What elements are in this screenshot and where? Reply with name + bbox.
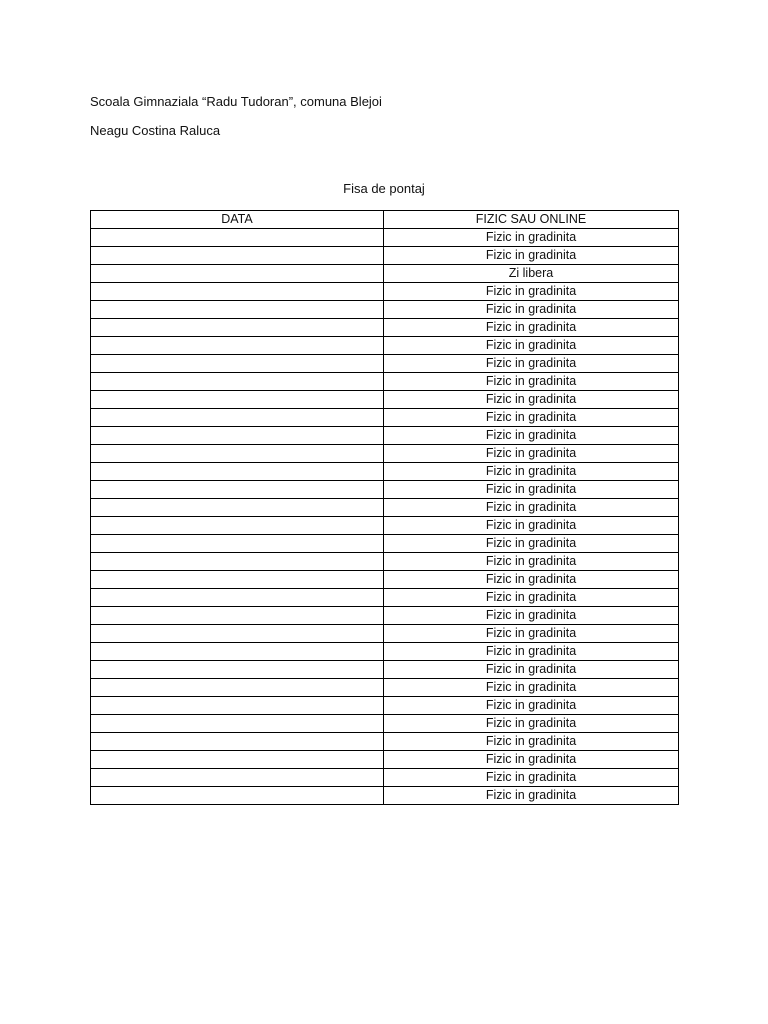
table-row [91, 373, 679, 391]
attendance-cell: Fizic in gradinita [384, 247, 679, 265]
attendance-cell: Fizic in gradinita [384, 355, 679, 373]
attendance-cell: Fizic in gradinita [384, 661, 679, 679]
table-row [91, 409, 679, 427]
table-row [91, 769, 679, 787]
attendance-cell: Fizic in gradinita [384, 607, 679, 625]
table-body [91, 229, 679, 805]
attendance-cell: Fizic in gradinita [384, 571, 679, 589]
table-row [91, 679, 679, 697]
table-row [91, 427, 679, 445]
date-cell [91, 607, 384, 625]
table-row [91, 589, 679, 607]
date-cell [91, 517, 384, 535]
date-cell [91, 643, 384, 661]
date-cell [91, 229, 384, 247]
date-cell [91, 283, 384, 301]
date-cell [91, 499, 384, 517]
table-row [91, 283, 679, 301]
date-cell [91, 355, 384, 373]
date-cell [91, 463, 384, 481]
attendance-cell: Fizic in gradinita [384, 463, 679, 481]
attendance-cell: Fizic in gradinita [384, 679, 679, 697]
teacher-name: Neagu Costina Raluca [90, 123, 221, 138]
date-cell [91, 661, 384, 679]
attendance-cell: Fizic in gradinita [384, 373, 679, 391]
table-row [91, 625, 679, 643]
table-row [91, 355, 679, 373]
attendance-cell: Fizic in gradinita [384, 499, 679, 517]
attendance-cell: Fizic in gradinita [384, 319, 679, 337]
attendance-cell: Fizic in gradinita [384, 445, 679, 463]
table-row [91, 661, 679, 679]
table-row [91, 787, 679, 805]
attendance-cell: Fizic in gradinita [384, 697, 679, 715]
table-row [91, 481, 679, 499]
date-cell [91, 319, 384, 337]
table-row [91, 697, 679, 715]
date-cell [91, 247, 384, 265]
date-cell [91, 589, 384, 607]
table-row [91, 535, 679, 553]
table-row [91, 751, 679, 769]
table-row [91, 319, 679, 337]
date-cell [91, 301, 384, 319]
table-row [91, 499, 679, 517]
date-cell [91, 679, 384, 697]
attendance-cell: Fizic in gradinita [384, 427, 679, 445]
table-row [91, 517, 679, 535]
date-cell [91, 373, 384, 391]
table-row [91, 337, 679, 355]
attendance-cell: Fizic in gradinita [384, 535, 679, 553]
date-cell [91, 715, 384, 733]
attendance-cell: Fizic in gradinita [384, 517, 679, 535]
table-row [91, 643, 679, 661]
attendance-cell: Fizic in gradinita [384, 589, 679, 607]
attendance-cell: Zi libera [384, 265, 679, 283]
attendance-cell: Fizic in gradinita [384, 391, 679, 409]
table-row [91, 445, 679, 463]
date-cell [91, 535, 384, 553]
table-row [91, 607, 679, 625]
attendance-cell: Fizic in gradinita [384, 283, 679, 301]
date-cell [91, 427, 384, 445]
attendance-cell: Fizic in gradinita [384, 553, 679, 571]
date-cell [91, 265, 384, 283]
table-row [91, 229, 679, 247]
date-cell [91, 553, 384, 571]
attendance-cell: Fizic in gradinita [384, 643, 679, 661]
date-cell [91, 409, 384, 427]
date-cell [91, 337, 384, 355]
table-row [91, 247, 679, 265]
attendance-cell: Fizic in gradinita [384, 409, 679, 427]
table-row [91, 571, 679, 589]
date-cell [91, 697, 384, 715]
attendance-cell: Fizic in gradinita [384, 625, 679, 643]
column-header-mode: FIZIC SAU ONLINE [384, 211, 679, 229]
date-cell [91, 481, 384, 499]
table-row [91, 301, 679, 319]
date-cell [91, 769, 384, 787]
date-cell [91, 571, 384, 589]
date-cell [91, 733, 384, 751]
table-row [91, 715, 679, 733]
attendance-cell: Fizic in gradinita [384, 733, 679, 751]
table-header-row [91, 211, 679, 229]
attendance-cell: Fizic in gradinita [384, 337, 679, 355]
table-row [91, 265, 679, 283]
document-title: Fisa de pontaj [343, 181, 425, 196]
table-row [91, 391, 679, 409]
table-row [91, 553, 679, 571]
attendance-cell: Fizic in gradinita [384, 301, 679, 319]
attendance-cell: Fizic in gradinita [384, 715, 679, 733]
date-cell [91, 445, 384, 463]
attendance-cell: Fizic in gradinita [384, 787, 679, 805]
attendance-cell: Fizic in gradinita [384, 751, 679, 769]
attendance-cell: Fizic in gradinita [384, 769, 679, 787]
school-name: Scoala Gimnaziala “Radu Tudoran”, comuna Blejoi [90, 94, 382, 109]
date-cell [91, 751, 384, 769]
table-row [91, 463, 679, 481]
attendance-cell: Fizic in gradinita [384, 229, 679, 247]
date-cell [91, 625, 384, 643]
table-row [91, 733, 679, 751]
column-header-data: DATA [91, 211, 384, 229]
attendance-cell: Fizic in gradinita [384, 481, 679, 499]
date-cell [91, 391, 384, 409]
timesheet-table [90, 210, 679, 805]
date-cell [91, 787, 384, 805]
